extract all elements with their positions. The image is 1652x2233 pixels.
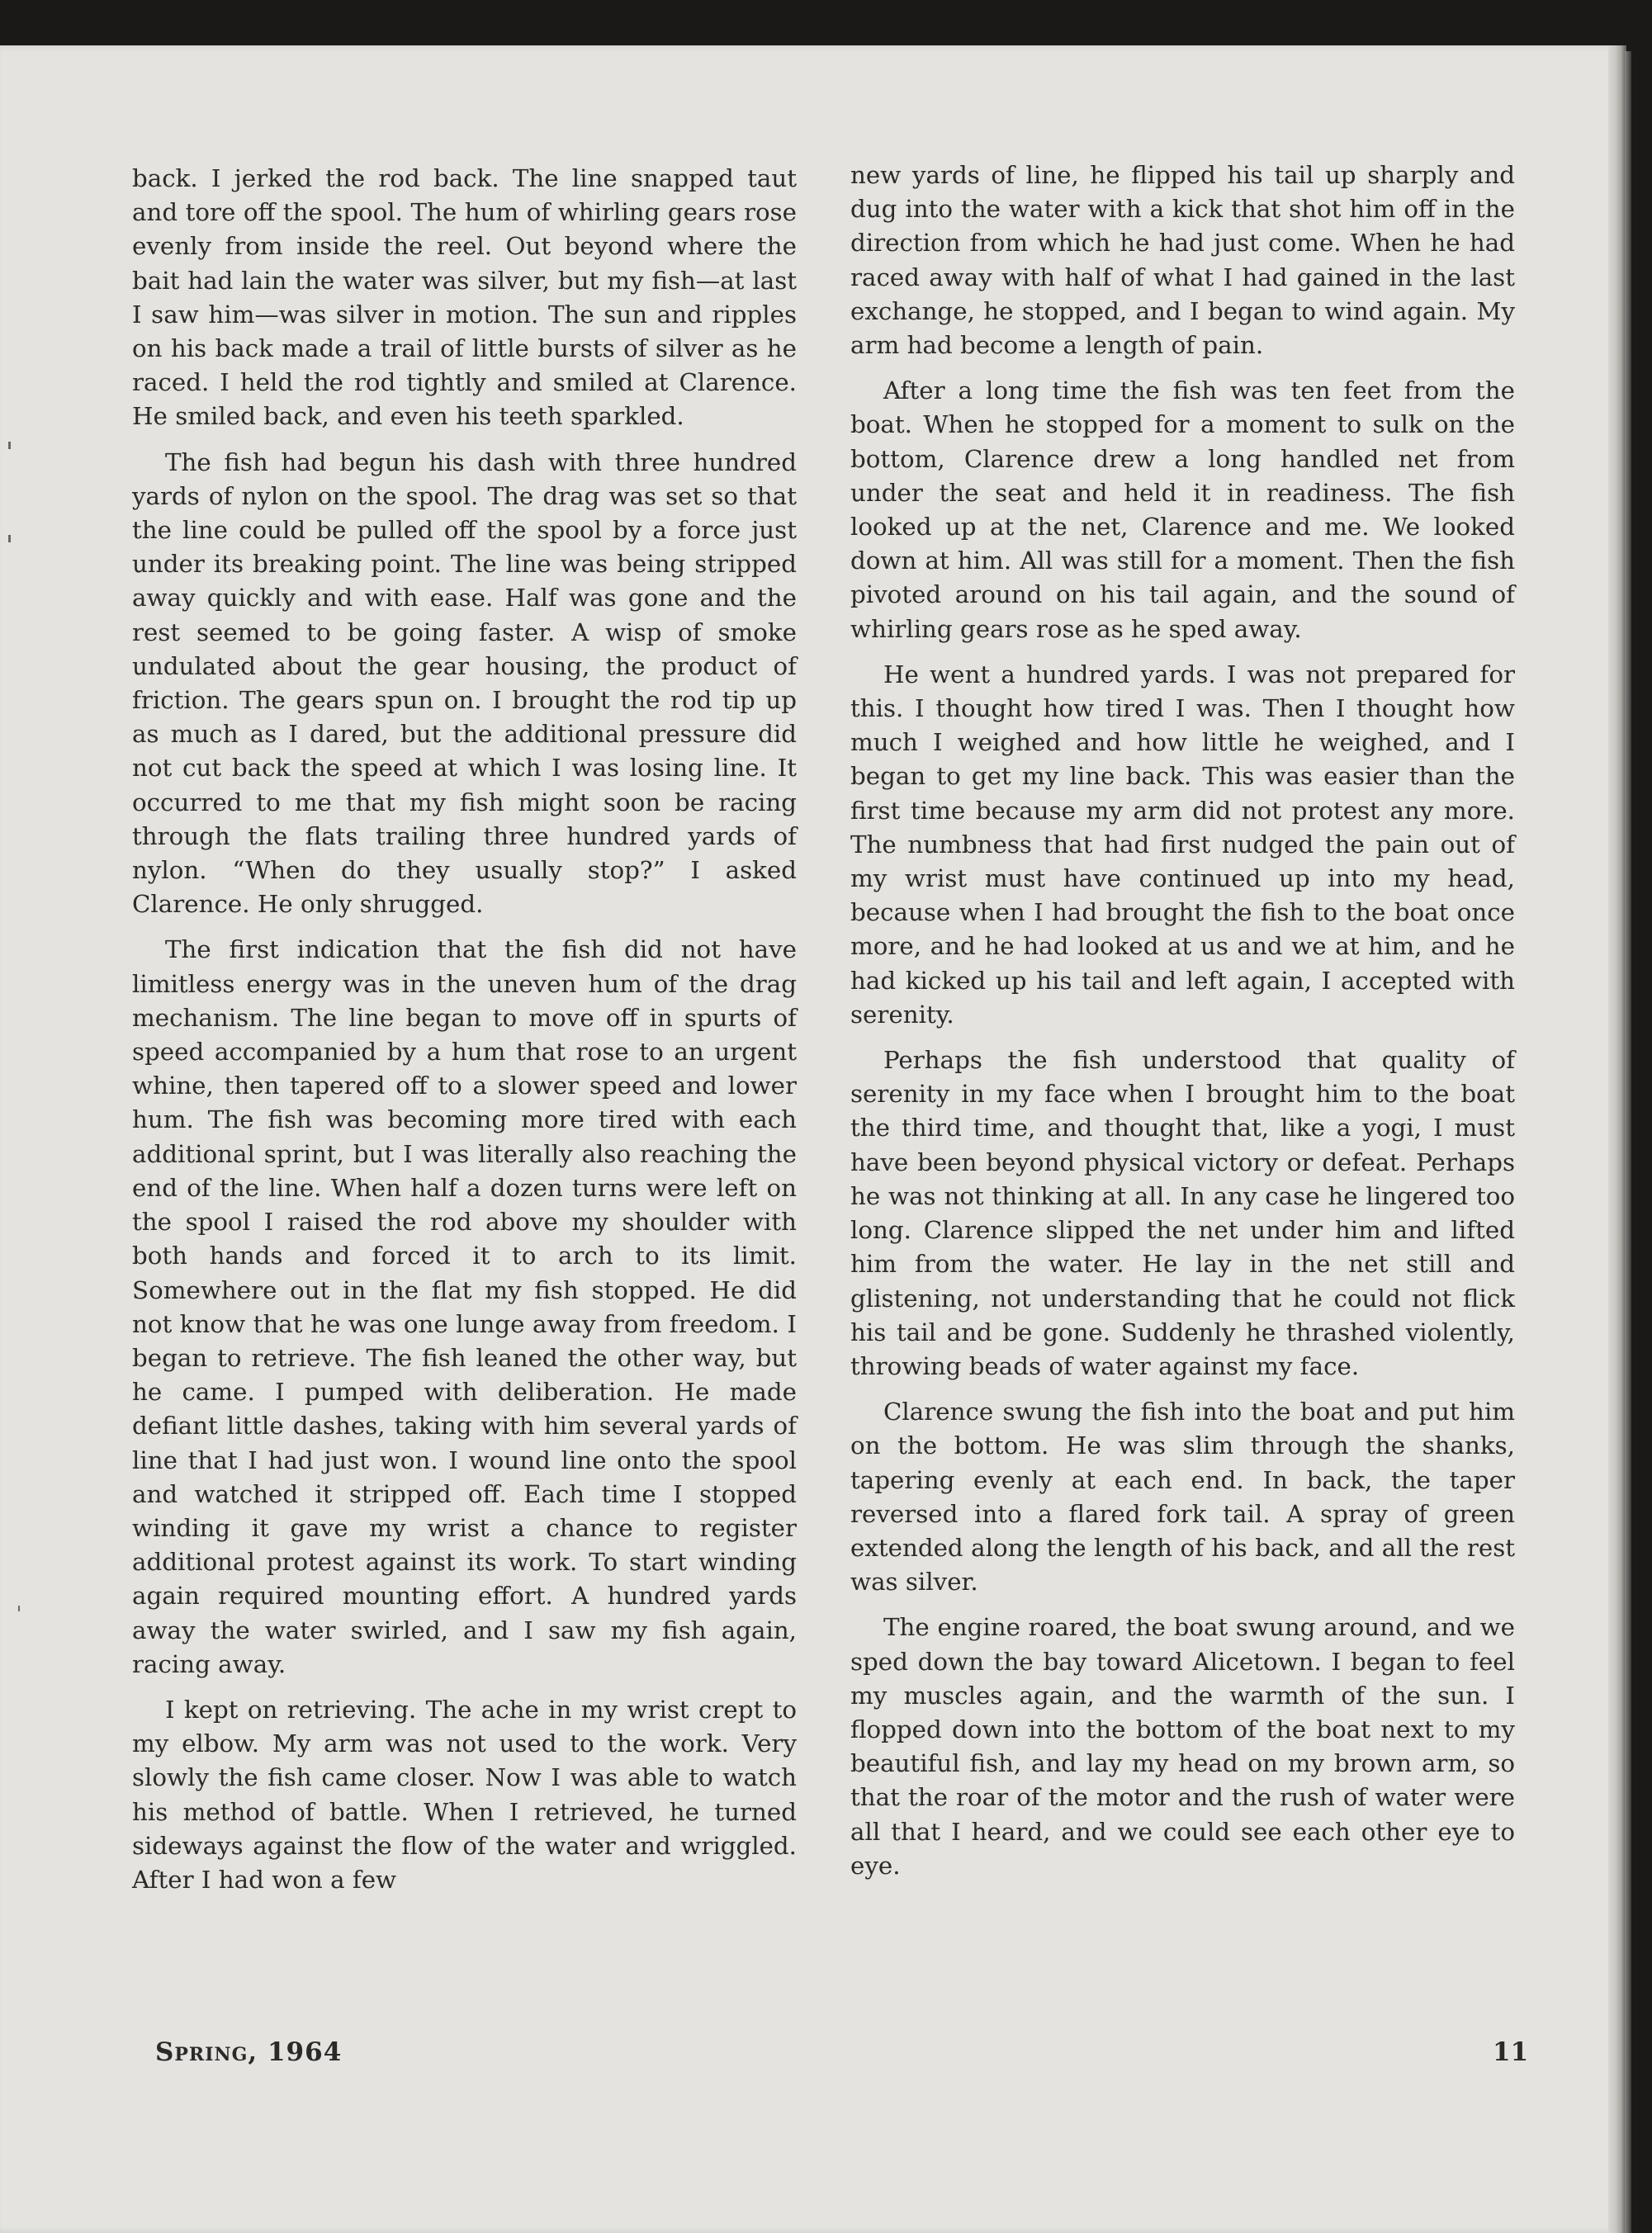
paragraph: He went a hundred yards. I was not prepared for this. I thought how tired I was. Then I thought how much I weighed and how little he weighed, and I began to get my line back. This was easier than the first time because my arm did not protest any more. The numbness that had first nudged the pain out of my wrist must have continued up into my head, because when I had brought the fish to the boat once more, and he had looked at us and we at him, and he had kicked up his tail and left again, I accepted with serenity. xyxy=(850,660,1515,1029)
left-text-column xyxy=(132,162,797,1909)
margin-mark xyxy=(8,535,11,542)
paragraph: I kept on retrieving. The ache in my wrist crept to my elbow. My arm was not used to the work. Very slowly the fish came closer. Now I was able to watch his method of battle. When I retrieved, he turned sideways against the flow of the water and wriggled. After I had won a few xyxy=(132,1695,797,1894)
page-number: 11 xyxy=(1493,2037,1529,2067)
page-edge-shadow xyxy=(1608,45,1626,2233)
paragraph: Clarence swung the fish into the boat and put him on the bottom. He was slim through the shanks, tapering evenly at each end. In back, the taper reversed into a flared fork tail. A spray of green extended along the length of his back, and all the rest was silver. xyxy=(850,1398,1515,1597)
issue-footer: Spring, 1964 xyxy=(155,2037,343,2067)
margin-mark xyxy=(18,1606,20,1611)
paragraph: back. I jerked the rod back. The line snapped taut and tore off the spool. The hum of whirling gears rose evenly from inside the reel. Out beyond where the bait had lain the water was silver, but my fish—at last I saw him—was silver in motion. The sun and ripples on his back made a trail of little bursts of silver as he raced. I held the rod tightly and smiled at Clarence. He smiled back, and even his teeth sparkled. xyxy=(132,164,797,431)
paragraph: The fish had begun his dash with three hundred yards of nylon on the spool. The drag was set so that the line could be pulled off the spool by a force just under its breaking point. The line was being stripped away quickly and with ease. Half was gone and the rest seemed to be going faster. A wisp of smoke undulated about the gear housing, the product of friction. The gears spun on. I brought the rod tip up as much as I dared, but the additional pressure did not cut back the speed at which I was losing line. It occurred to me that my fish might soon be racing through the flats trailing three hundred yards of nylon. “When do they usually stop?” I asked Clarence. He only shrugged. xyxy=(132,447,797,919)
page-edge-shadow-dark xyxy=(1625,51,1631,2233)
paragraph: Perhaps the fish understood that quality of serenity in my face when I brought him to the boat the third time, and thought that, like a yogi, I must have been beyond physical victory or defeat. Perhaps he was not thinking at all. In any case he lingered too long. Clarence slipped the net under him and lifted him from the water. He lay in the net still and glistening, not understanding that he could not flick his tail and be gone. Suddenly he thrashed violently, throwing beads of water against my face. xyxy=(850,1046,1515,1380)
paragraph: The engine roared, the boat swung around, and we sped down the bay toward Alicetown. I began to feel my muscles again, and the warmth of the sun. I flopped down into the bottom of the boat next to my beautiful fish, and lay my head on my brown arm, so that the roar of the motor and the rush of water were all that I heard, and we could see each other eye to eye. xyxy=(850,1613,1515,1880)
right-text-column xyxy=(850,158,1515,1895)
margin-mark xyxy=(8,442,11,449)
paragraph: The first indication that the fish did not have limitless energy was in the uneven hum of the drag mechanism. The line began to move off in spurts of speed accompanied by a hum that rose to an urgent whine, then tapered off to a slower speed and lower hum. The fish was becoming more tired with each additional sprint, but I was literally also reaching the end of the line. When half a dozen turns were left on the spool I raised the rod above my shoulder with both hands and forced it to arch to its limit. Somewhere out in the flat my fish stopped. He did not know that he was one lunge away from freedom. I began to retrieve. The fish leaned the other way, but he came. I pumped with deliberation. He made defiant little dashes, taking with him several yards of line that I had just won. I wound line onto the spool and watched it stripped off. Each time I stopped winding it gave my wrist a chance to register additional protest against its work. To start winding again required mounting effort. A hundred yards away the water swirled, and I saw my fish again, racing away. xyxy=(132,935,797,1678)
paragraph: After a long time the fish was ten feet from the boat. When he stopped for a moment to sulk on the bottom, Clarence drew a long handled net from under the seat and held it in readiness. The fish looked up at the net, Clarence and me. We looked down at him. All was still for a moment. Then the fish pivoted around on his tail again, and the sound of whirling gears rose as he sped away. xyxy=(850,376,1515,643)
paragraph: new yards of line, he flipped his tail up sharply and dug into the water with a kick that shot him off in the direction from which he had just come. When he had raced away with half of what I had gained in the last exchange, he stopped, and I began to wind again. My arm had become a length of pain. xyxy=(850,161,1515,360)
